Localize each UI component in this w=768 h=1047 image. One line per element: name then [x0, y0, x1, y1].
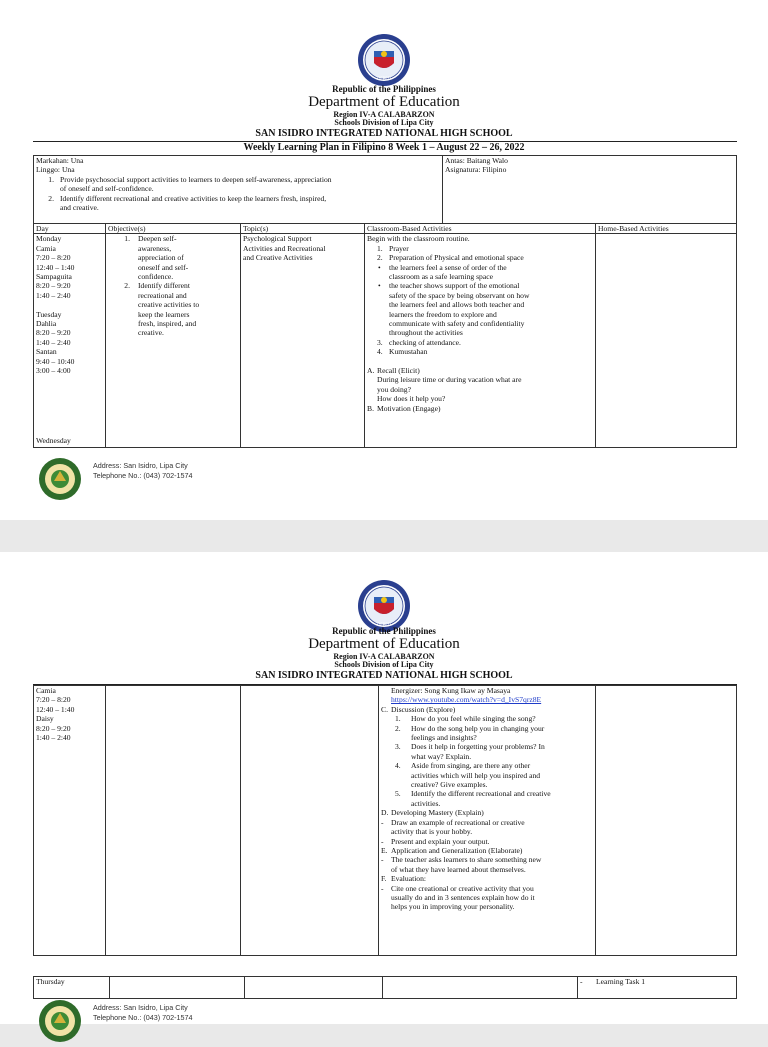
republic-line: Republic of the Philippines	[332, 626, 436, 636]
region-line: Region IV-A CALABARZON	[333, 110, 435, 119]
deped-seal-logo	[357, 33, 411, 87]
classroom-activities-cell: Begin with the classroom routine. 1. Prayer 2. Preparation of Physical and emotional space • the learners feel a sense of order of the classroom as a safe learning space • the teacher shows support of the emotional safety of the space by being observant on how the learners feel and allows both teacher and learners the freedom to explore and communicate with safety and confidentiality throughout the activities 3. checking of attendance. 4. Kumustahan A. Recall (Elicit) During leisure time or during vacation what are you doing? How does it help you? B. Motivation (Engage)	[365, 234, 596, 448]
day-cell: Camia 7:20 – 8:20 12:40 – 1:40 Daisy 8:20 – 9:20 1:40 – 2:40	[34, 686, 106, 956]
document-page-1	[0, 0, 768, 520]
linggo-text: Linggo: Una	[36, 165, 75, 175]
document-page-2	[0, 552, 768, 1024]
division-line: Schools Division of Lipa City	[334, 660, 434, 669]
plan-title: Weekly Learning Plan in Filipino 8 Week 1 – August 22 – 26, 2022	[243, 142, 525, 153]
svg-text:DEPED: DEPED	[377, 622, 391, 627]
table-row	[34, 686, 737, 956]
plan-table-page-1	[33, 223, 737, 448]
thursday-home-cell: - Learning Task 1	[578, 977, 737, 999]
col-topics: Topic(s)	[241, 224, 365, 234]
department-title: Department of Education	[308, 636, 460, 652]
division-line: Schools Division of Lipa City	[334, 118, 434, 127]
footer-address: Address: San Isidro, Lipa City	[93, 461, 188, 470]
school-seal-logo	[38, 457, 82, 501]
deped-seal-logo	[357, 579, 411, 633]
school-seal-logo	[38, 999, 82, 1043]
info-table	[33, 155, 737, 224]
table-row	[34, 234, 737, 448]
thursday-table	[33, 976, 737, 999]
antas-text: Antas: Baitang Walo	[445, 156, 508, 165]
footer	[36, 455, 206, 505]
topics-cell: Psychological Support Activities and Recreational and Creative Activities	[241, 234, 365, 448]
video-link[interactable]: https://www.youtube.com/watch?v=d_IvS7qrz8E	[391, 695, 542, 705]
department-title: Department of Education	[308, 94, 460, 110]
table-header-row	[34, 224, 737, 234]
objective-2: 2. Identify different recreational and creative activities to keep the learners fresh, inspired, and creative.	[48, 193, 327, 213]
footer-address: Address: San Isidro, Lipa City	[93, 1003, 188, 1012]
col-day: Day	[34, 224, 106, 234]
objectives-cell	[106, 234, 241, 448]
thursday-objectives-cell	[110, 977, 245, 999]
markahan-text: Markahan: Una	[36, 156, 84, 165]
school-name: SAN ISIDRO INTEGRATED NATIONAL HIGH SCHOOL	[255, 128, 513, 139]
table-row	[34, 977, 737, 999]
home-activities-cell	[596, 234, 737, 448]
col-objectives: Objective(s)	[106, 224, 241, 234]
footer	[36, 997, 206, 1047]
plan-table-page-2	[33, 685, 737, 956]
school-name: SAN ISIDRO INTEGRATED NATIONAL HIGH SCHOOL	[255, 670, 513, 681]
footer-telephone: Telephone No.: (043) 702-1574	[93, 1013, 193, 1022]
classroom-activities-cell: Energizer: Song Kung Ikaw ay Masaya https://www.youtube.com/watch?v=d_IvS7qrz8E C. Discussion (Explore) 1. How do you feel while singing the song? 2. How do the song help you in changing your feelings and insights? 3. Does it help in forgetting your problems? In what way? Explain. 4. Aside from singing, are there any other activities which will help you inspired and creative? Give examples. 5. Identify the different recreational and creative activities. D. Developing Mastery (Explain) - Draw an example of recreational or creative activity that is your hobby. - Present and explain your output. E. Application and Generalization (Elaborate) - The teacher asks learners to share something new of what they have learned about themselves. F. Evaluation: - Cite one creational or creative activity that you usually do and in 3 sentences explain how do it helps you in improving your personality.	[379, 686, 596, 956]
thursday-topics-cell	[245, 977, 383, 999]
region-line: Region IV-A CALABARZON	[333, 652, 435, 661]
topics-cell	[241, 686, 379, 956]
footer-telephone: Telephone No.: (043) 702-1574	[93, 471, 193, 480]
learning-task-text: Learning Task 1	[596, 977, 646, 986]
objectives-cell	[106, 686, 241, 956]
republic-line: Republic of the Philippines	[332, 84, 436, 94]
objective-item: 1. Deepen self- awareness, appreciation of oneself and self- confidence.	[124, 234, 189, 282]
info-right-cell	[443, 156, 737, 224]
col-classroom: Classroom-Based Activities	[365, 224, 596, 234]
home-activities-cell	[596, 686, 737, 956]
info-left-cell	[34, 156, 443, 224]
col-home: Home-Based Activities	[596, 224, 737, 234]
objective-1: 1. Provide psychosocial support activities to learners to deepen self-awareness, appreciation of oneself and self-confidence.	[48, 174, 332, 194]
thursday-classroom-cell	[383, 977, 578, 999]
day-cell: Monday Camia 7:20 – 8:20 12:40 – 1:40 Sampaguita 8:20 – 9:20 1:40 – 2:40 Tuesday Dahlia 8:20 – 9:20 1:40 – 2:40 Santan 9:40 – 10:40 3:00 – 4:00 Wednesday	[34, 234, 106, 448]
thursday-day-cell: Thursday	[34, 977, 110, 999]
wednesday-label: Wednesday	[36, 436, 71, 446]
svg-text:DEPED: DEPED	[377, 76, 391, 81]
asignatura-text: Asignatura: Filipino	[445, 165, 507, 175]
objective-item: 2. Identify different recreational and creative activities to keep the learners fresh, inspired, and creative.	[124, 281, 200, 338]
